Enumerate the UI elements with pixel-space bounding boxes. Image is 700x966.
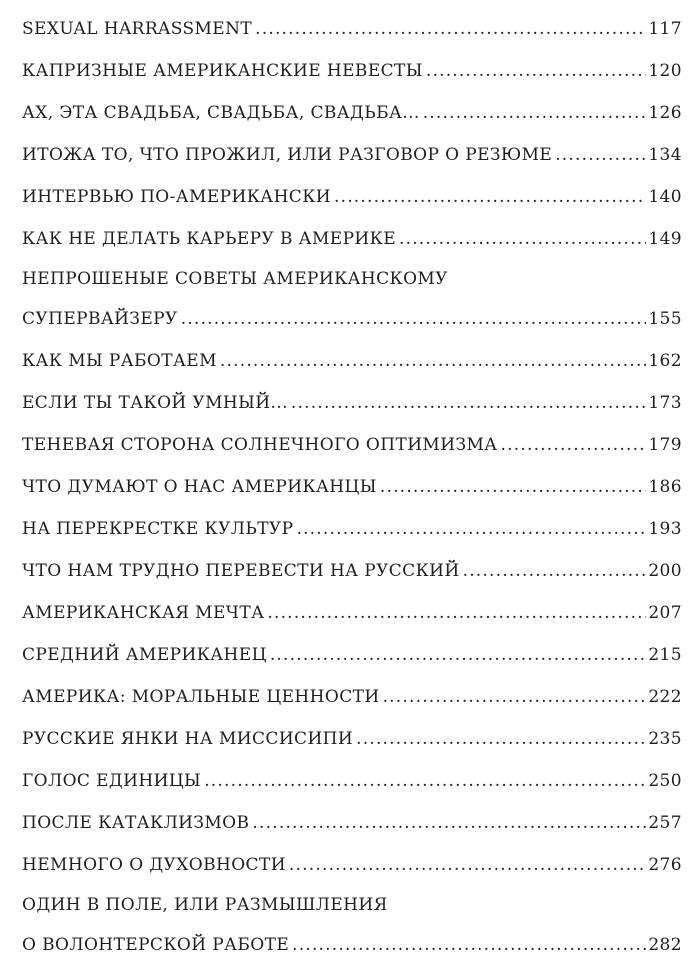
toc-entry-page: 207 [648,603,682,623]
toc-entry [22,466,682,508]
toc-entry [22,218,682,260]
toc-entry-page: 276 [648,855,682,875]
dot-leader [356,718,646,760]
toc-entry [22,676,682,718]
toc-entry-page: 120 [648,61,682,81]
dot-leader [423,92,647,134]
dot-leader [383,676,647,718]
toc-entry-title: КАК НЕ ДЕЛАТЬ КАРЬЕРУ В АМЕРИКЕ [22,229,396,249]
toc-entry-title: СУПЕРВАЙЗЕРУ [22,309,178,329]
toc-entry-title: О ВОЛОНТЕРСКОЙ РАБОТЕ [22,935,290,955]
toc-entry-title: СРЕДНИЙ АМЕРИКАНЕЦ [22,645,267,665]
toc-entry [22,760,682,802]
toc-entry-title: АМЕРИКАНСКАЯ МЕЧТА [22,603,265,623]
dot-leader [291,382,646,424]
toc-entry-multiline [22,886,682,966]
toc-entry [22,8,682,50]
dot-leader [204,760,646,802]
dot-leader [289,844,646,886]
toc-entry [22,340,682,382]
toc-entry-title-line1: НЕПРОШЕНЫЕ СОВЕТЫ АМЕРИКАНСКОМУ [22,269,448,289]
dot-leader [255,8,646,50]
toc-entry [22,634,682,676]
toc-entry-title: НЕМНОГО О ДУХОВНОСТИ [22,855,286,875]
toc-entry-page: 257 [648,813,682,833]
toc-entry-title: ГОЛОС ЕДИНИЦЫ [22,771,202,791]
toc-entry-page: 235 [648,729,682,749]
toc-entry-title: ЕСЛИ ТЫ ТАКОЙ УМНЫЙ... [22,393,288,413]
toc-entry-page: 282 [648,935,682,955]
dot-leader [220,340,646,382]
toc-entry-page: 140 [648,187,682,207]
toc-entry-title: РУССКИЕ ЯНКИ НА МИССИСИПИ [22,729,354,749]
toc-entry-page: 149 [648,229,682,249]
toc-entry-page: 250 [648,771,682,791]
dot-leader [181,298,647,340]
toc-entry [22,508,682,550]
toc-entry [22,718,682,760]
table-of-contents [22,8,682,966]
dot-leader [380,466,646,508]
dot-leader [501,424,647,466]
toc-entry [22,424,682,466]
dot-leader [426,50,646,92]
toc-entry-page: 162 [648,351,682,371]
toc-entry-title: КАК МЫ РАБОТАЕМ [22,351,217,371]
toc-entry [22,50,682,92]
toc-entry-page: 117 [648,19,682,39]
dot-leader [555,134,646,176]
toc-entry [22,298,682,340]
toc-entry-title: ИТОЖА ТО, ЧТО ПРОЖИЛ, ИЛИ РАЗГОВОР О РЕЗЮМЕ [22,145,553,165]
toc-entry-title: ПОСЛЕ КАТАКЛИЗМОВ [22,813,250,833]
toc-entry [22,382,682,424]
dot-leader [296,508,646,550]
toc-entry [22,550,682,592]
toc-entry-page: 200 [648,561,682,581]
toc-entry [22,134,682,176]
toc-entry-title: SEXUAL HARRASSMENT [22,19,253,39]
toc-entry [22,802,682,844]
toc-entry-title-line1: ОДИН В ПОЛЕ, ИЛИ РАЗМЫШЛЕНИЯ [22,895,388,915]
toc-entry-title: ИНТЕРВЬЮ ПО-АМЕРИКАНСКИ [22,187,331,207]
toc-entry [22,92,682,134]
toc-entry-title: ЧТО НАМ ТРУДНО ПЕРЕВЕСТИ НА РУССКИЙ [22,561,460,581]
toc-entry-title: АМЕРИКА: МОРАЛЬНЫЕ ЦЕННОСТИ [22,687,380,707]
toc-entry-title: ТЕНЕВАЯ СТОРОНА СОЛНЕЧНОГО ОПТИМИЗМА [22,435,498,455]
toc-entry-page: 155 [648,309,682,329]
toc-entry [22,176,682,218]
dot-leader [270,634,647,676]
toc-entry-title: ЧТО ДУМАЮТ О НАС АМЕРИКАНЦЫ [22,477,377,497]
toc-entry [22,844,682,886]
dot-leader [267,592,646,634]
dot-leader [463,550,647,592]
toc-entry-page: 215 [648,645,682,665]
toc-entry-page: 173 [648,393,682,413]
toc-entry-page: 179 [648,435,682,455]
toc-entry-page: 126 [648,103,682,123]
dot-leader [399,218,646,260]
toc-entry-title: АХ, ЭТА СВАДЬБА, СВАДЬБА, СВАДЬБА... [22,103,420,123]
toc-entry-page: 134 [648,145,682,165]
toc-entry-page: 193 [648,519,682,539]
toc-entry-title: НА ПЕРЕКРЕСТКЕ КУЛЬТУР [22,519,294,539]
toc-entry-multiline [22,260,682,340]
toc-entry [22,592,682,634]
toc-entry-page: 186 [648,477,682,497]
dot-leader [334,176,646,218]
dot-leader [252,802,646,844]
toc-entry-page: 222 [648,687,682,707]
toc-entry-title: КАПРИЗНЫЕ АМЕРИКАНСКИЕ НЕВЕСТЫ [22,61,423,81]
